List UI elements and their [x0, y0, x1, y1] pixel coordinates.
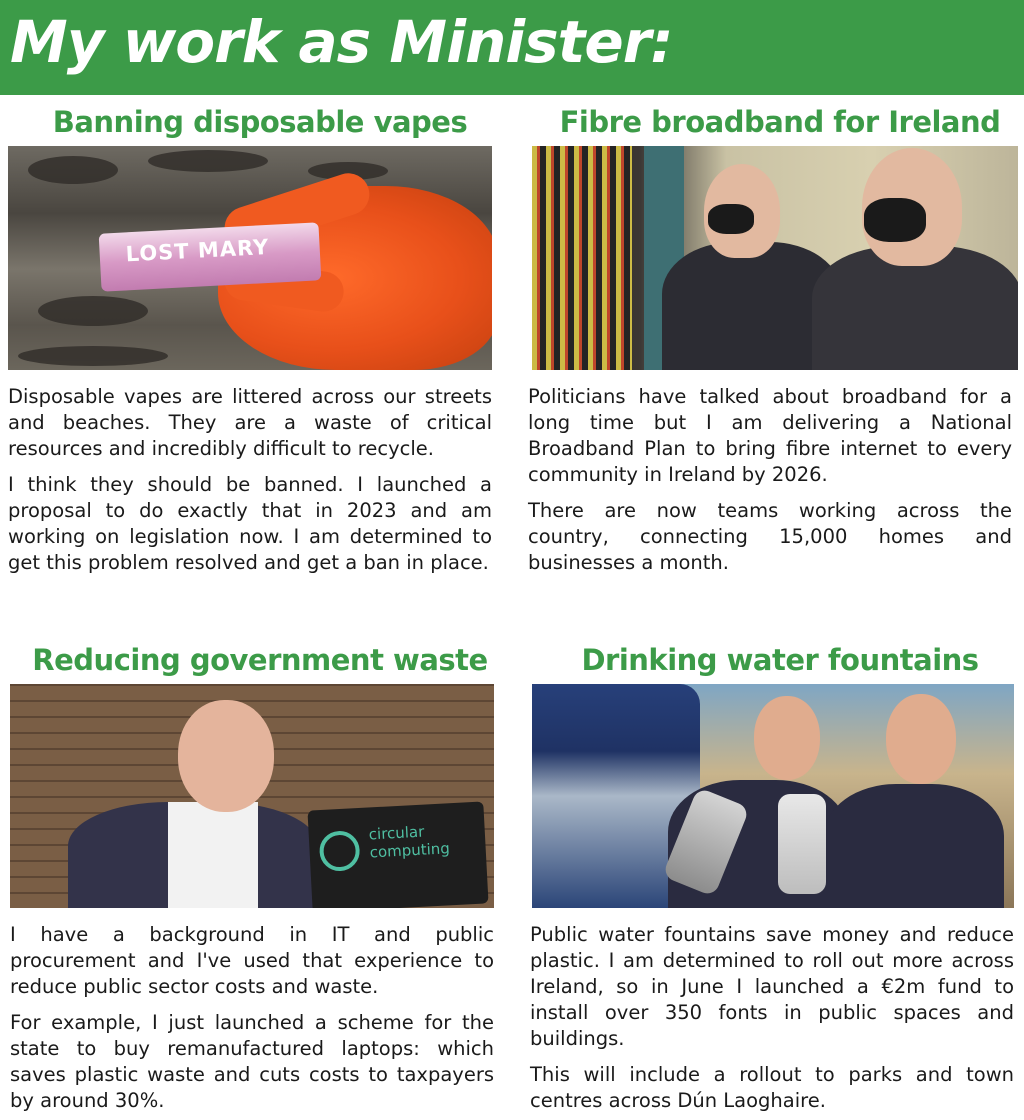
section-title-vapes: Banning disposable vapes: [52, 105, 468, 139]
paragraph: For example, I just launched a scheme for the state to buy remanufactured laptops: which saves plastic waste and cuts costs to taxpayers by around 30%.: [10, 1011, 494, 1112]
photo-minister-with-laptop: [10, 684, 494, 908]
paragraph: Politicians have talked about broadband for a long time but I am delivering a National Broadband Plan to bring fibre internet to every community in Ireland by 2026.: [528, 385, 1012, 486]
paragraph: I think they should be banned. I launched a proposal to do exactly that in 2023 and am working on legislation now. I am determined to get this problem resolved and get a ban in place.: [8, 473, 492, 574]
section-title-water-fountains: Drinking water fountains: [581, 643, 979, 677]
paragraph: Public water fountains save money and reduce plastic. I am determined to roll out more across Ireland, so in June I launched a €2m fund to install over 350 fonts in public spaces and buildings.: [530, 923, 1014, 1050]
paragraph: This will include a rollout to parks and town centres across Dún Laoghaire.: [530, 1063, 1014, 1112]
section-body-water-fountains: [530, 922, 1014, 1120]
section-body-government-waste: [10, 922, 494, 1120]
photo-water-fountain: [532, 684, 1014, 908]
vape-brand-label: LOST MARY: [125, 234, 270, 267]
section-body-broadband: [528, 384, 1012, 586]
section-title-government-waste: Reducing government waste: [32, 643, 488, 677]
laptop-brand-label: circular computing: [368, 822, 451, 862]
paragraph: There are now teams working across the country, connecting 15,000 homes and businesses a month.: [528, 499, 1012, 574]
paragraph: I have a background in IT and public procurement and I've used that experience to reduce public sector costs and waste.: [10, 923, 494, 998]
photo-vape-on-beach: [8, 146, 492, 370]
laptop: [307, 801, 488, 908]
circular-computing-logo-icon: [319, 830, 361, 872]
page-title: My work as Minister:: [10, 8, 673, 76]
paragraph: Disposable vapes are littered across our streets and beaches. They are a waste of critical resources and incredibly difficult to recycle.: [8, 385, 492, 460]
section-body-vapes: [8, 384, 492, 586]
header-banner: [0, 0, 1024, 95]
section-title-broadband: Fibre broadband for Ireland: [559, 105, 1001, 139]
photo-broadband-cabinet: [532, 146, 1018, 370]
vape-product: [99, 222, 322, 291]
